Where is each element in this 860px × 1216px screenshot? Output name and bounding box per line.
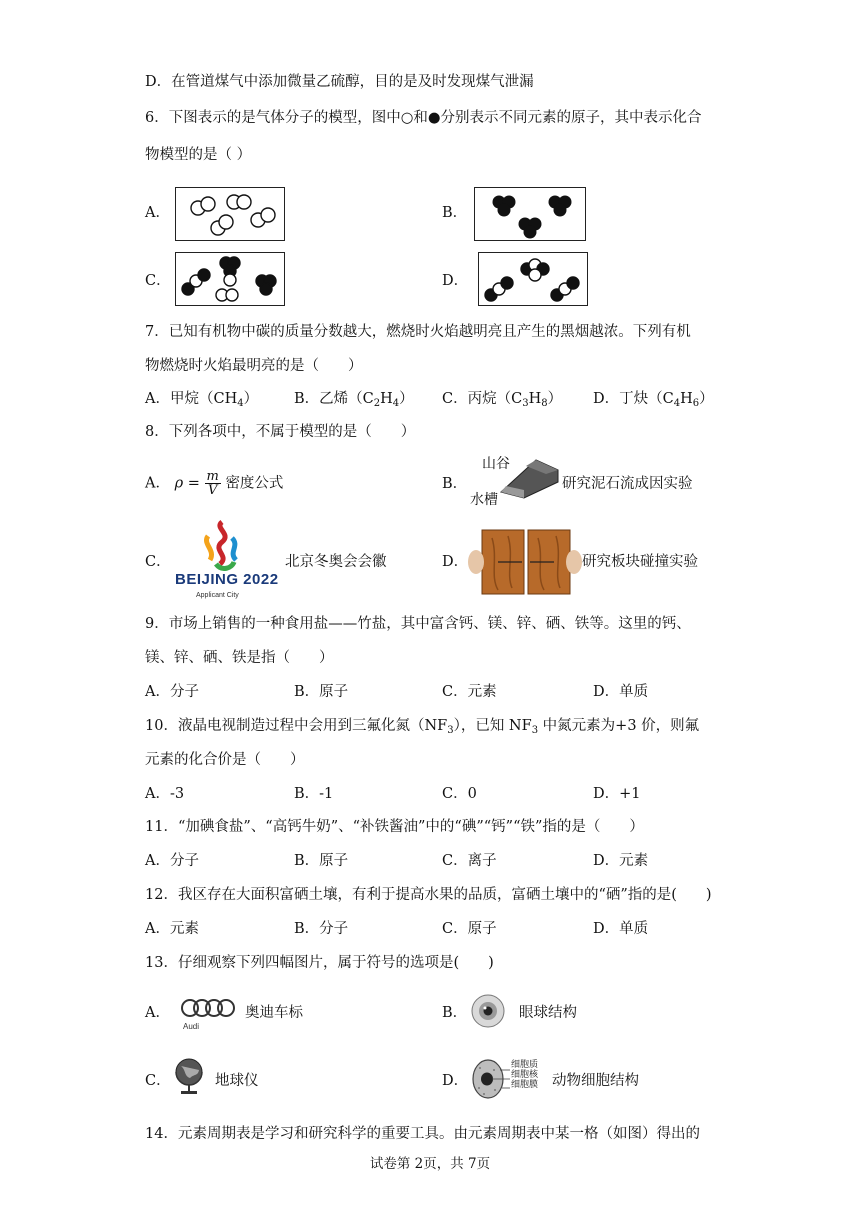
q8-option-c-text: 北京冬奥会会徽 xyxy=(285,554,387,570)
q6-a-molecules xyxy=(176,188,286,242)
q6-option-a-figure xyxy=(175,187,285,241)
q13-d-label-membrane: 细胞膜 xyxy=(511,1080,539,1090)
q12-stem: 12．我区存在大面积富硒土壤，有利于提高水果的品质，富硒土壤中的“硒”指的是( ) xyxy=(145,887,712,903)
q8-d-plates-figure xyxy=(468,528,580,598)
q6-option-b-figure xyxy=(474,187,586,241)
q10-stem-line2: 元素的化合价是（ ） xyxy=(145,752,305,768)
q13-option-a-text: 奥迪车标 xyxy=(245,1005,303,1021)
q7-option-b: B．乙烯$(C_2H_4)$ xyxy=(294,391,414,409)
q7-option-c: C．丙烷$(C_3H_8)$ xyxy=(442,391,563,409)
q12-option-b: B．分子 xyxy=(294,921,349,937)
q11-option-c: C．离子 xyxy=(442,853,497,869)
q6-option-b-label: B． xyxy=(442,205,468,221)
q14-stem: 14．元素周期表是学习和研究科学的重要工具。由元素周期表中某一格（如图）得出的 xyxy=(145,1126,700,1142)
q12-option-c: C．原子 xyxy=(442,921,497,937)
q6-option-a-label: A． xyxy=(145,205,170,221)
q6-option-d-label: D． xyxy=(442,273,469,289)
q9-option-a: A．分子 xyxy=(145,684,199,700)
q5-option-d: D．在管道煤气中添加微量乙硫醇，目的是及时发现煤气泄漏 xyxy=(145,74,534,90)
q13-a-logo-text: Audi xyxy=(183,1022,200,1031)
q9-stem-line1: 9．市场上销售的一种食用盐——竹盐，其中富含钙、镁、锌、硒、铁等。这里的钙、 xyxy=(145,616,691,632)
q11-option-a: A．分子 xyxy=(145,853,199,869)
q7-option-a: A．甲烷$(CH_4)$ xyxy=(145,391,259,409)
q6-d-molecules xyxy=(479,253,589,307)
page-footer: 试卷第 2页，共 7页 xyxy=(369,1156,491,1172)
q7-option-d: D．丁炔$(C_4H_6)$ xyxy=(593,391,714,409)
q8-b-label-top: 山谷 xyxy=(482,456,510,472)
q13-stem: 13．仔细观察下列四幅图片，属于符号的选项是( ) xyxy=(145,955,494,971)
q13-option-d-text: 动物细胞结构 xyxy=(552,1073,639,1089)
q9-option-b: B．原子 xyxy=(294,684,349,700)
q12-option-d: D．单质 xyxy=(593,921,649,937)
q10-stem-line1: 10．液晶电视制造过程中会用到三氟化氮$(NF_3)$，已知 $NF_3$ 中氮元素为+3 价，则氟 xyxy=(145,718,700,736)
q8-option-b-label: B． xyxy=(442,476,468,492)
q6-option-c-figure xyxy=(175,252,285,306)
q13-option-a-label: A． xyxy=(145,1005,170,1021)
q6-c-molecules xyxy=(176,253,286,307)
q6-b-molecules xyxy=(475,188,587,242)
q6-stem-line1: 6．下图表示的是气体分子的模型，图中○和●分别表示不同元素的原子，其中表示化合 xyxy=(145,110,702,126)
q11-option-b: B．原子 xyxy=(294,853,349,869)
q6-option-c-label: C． xyxy=(145,273,171,289)
q13-option-c-label: C． xyxy=(145,1073,171,1089)
q8-option-d-text: 研究板块碰撞实验 xyxy=(582,554,698,570)
q8-density-fraction: $\frac{m}{V}$ xyxy=(206,469,219,498)
q10-option-c: C．0 xyxy=(442,786,477,802)
q13-b-eyeball-icon xyxy=(470,993,506,1029)
q13-option-b-label: B． xyxy=(442,1005,468,1021)
q12-option-a: A．元素 xyxy=(145,921,199,937)
q8-option-b-text: 研究泥石流成因实验 xyxy=(562,476,693,492)
q13-d-label-cytoplasm: 细胞质 xyxy=(511,1060,539,1070)
q9-option-d: D．单质 xyxy=(593,684,649,700)
q8-option-d-label: D． xyxy=(442,554,469,570)
q11-option-d: D．元素 xyxy=(593,853,649,869)
q13-option-d-label: D． xyxy=(442,1073,469,1089)
q7-stem-line1: 7．已知有机物中碳的质量分数越大，燃烧时火焰越明亮且产生的黑烟越浓。下列有机 xyxy=(145,324,691,340)
q6-stem-line2: 物模型的是（ ） xyxy=(145,147,252,163)
q8-b-trough-figure xyxy=(496,452,566,502)
q9-option-c: C．元素 xyxy=(442,684,497,700)
q13-option-c-text: 地球仪 xyxy=(215,1073,259,1089)
q13-option-b-text: 眼球结构 xyxy=(519,1005,577,1021)
q13-d-cell-icon xyxy=(470,1058,510,1100)
q8-option-c-label: C． xyxy=(145,554,171,570)
q13-d-label-nucleus: 细胞核 xyxy=(511,1070,539,1080)
q9-stem-line2: 镁、锌、硒、铁是指（ ） xyxy=(145,650,334,666)
q6-option-d-figure xyxy=(478,252,588,306)
q11-stem: 11．“加碘食盐”、“高钙牛奶”、“补铁酱油”中的“碘”“钙”“铁”指的是（ ） xyxy=(145,819,644,835)
q8-b-label-bottom: 水槽 xyxy=(470,492,498,508)
q8-stem: 8．下列各项中，不属于模型的是（ ） xyxy=(145,424,416,440)
q8-option-a: A． ρ = $\frac{m}{V}$ 密度公式 xyxy=(145,469,284,498)
q10-option-d: D．+1 xyxy=(593,786,641,802)
q10-option-b: B．-1 xyxy=(294,786,334,802)
q13-c-globe-icon xyxy=(172,1056,206,1096)
q10-option-a: A．-3 xyxy=(145,786,185,802)
q7-stem-line2: 物燃烧时火焰最明亮的是（ ） xyxy=(145,358,363,374)
q8-rho-symbol: ρ = xyxy=(174,475,200,492)
q8-c-logo-text: BEIJING 2022 xyxy=(175,571,279,588)
q8-c-logo-sub: Applicant City xyxy=(196,592,239,599)
